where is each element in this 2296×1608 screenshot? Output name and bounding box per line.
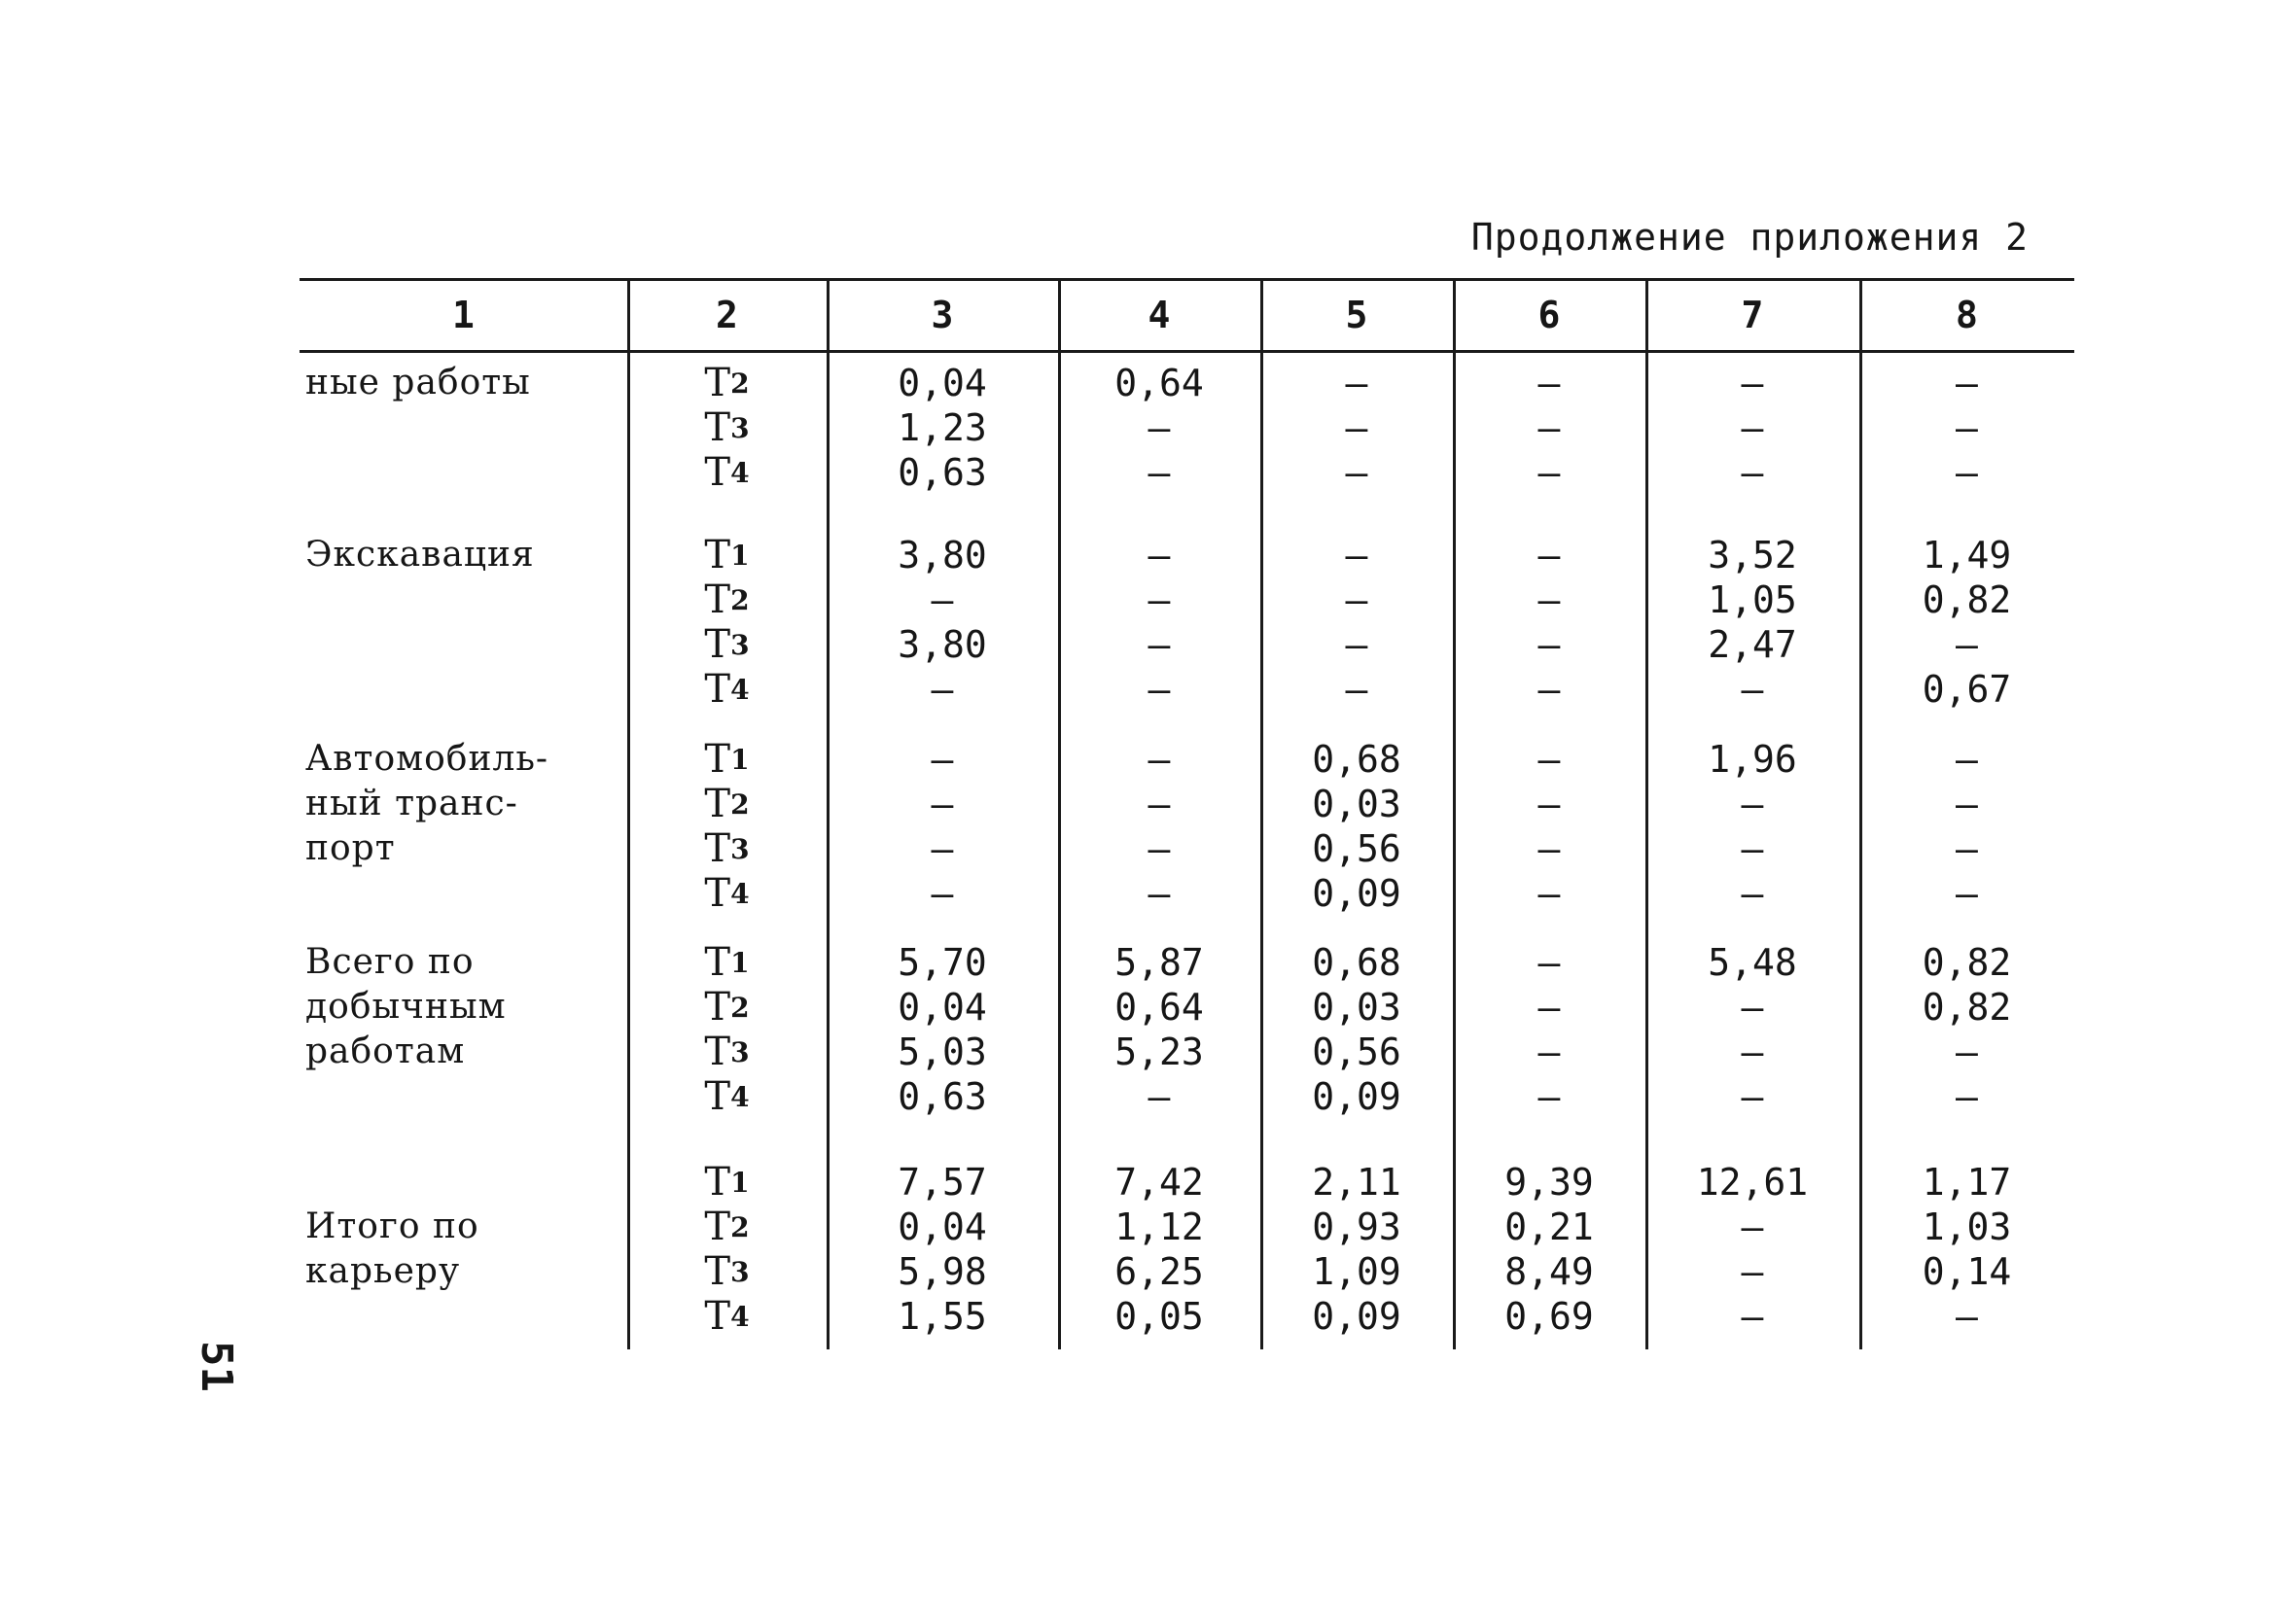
value-cell: 0,82 — [1922, 578, 2012, 621]
value-cell: 0,68 — [1312, 738, 1401, 781]
period-symbol — [627, 940, 827, 985]
value-cell: 2,47 — [1708, 623, 1797, 666]
value-cell: – — [1741, 451, 1764, 494]
column-header: 4 — [1148, 294, 1171, 336]
value-cell: – — [1148, 578, 1171, 621]
group-label: ные работы — [305, 363, 531, 402]
table-row — [0, 1160, 2296, 1205]
value-cell: – — [1537, 451, 1561, 494]
period-index: 1 — [730, 946, 750, 979]
period-index: 2 — [730, 787, 750, 821]
value-cell: – — [1537, 578, 1561, 621]
value-cell: 0,56 — [1312, 1031, 1401, 1073]
period-letter: T — [704, 533, 731, 577]
value-cell: – — [1537, 783, 1561, 825]
table-row — [0, 1074, 2296, 1119]
value-cell: 3,52 — [1708, 534, 1797, 577]
period-symbol — [627, 361, 827, 405]
value-cell: – — [1537, 827, 1561, 870]
period-symbol — [627, 826, 827, 871]
value-cell: 0,69 — [1504, 1295, 1594, 1338]
value-cell: 0,63 — [898, 451, 987, 494]
page-number: 51 — [191, 1341, 241, 1392]
value-cell: 5,48 — [1708, 941, 1797, 984]
value-cell: – — [1537, 872, 1561, 915]
value-cell: 12,61 — [1696, 1161, 1809, 1204]
value-cell: 0,03 — [1312, 986, 1401, 1029]
value-cell: – — [1741, 1250, 1764, 1293]
value-cell: – — [931, 738, 954, 781]
period-index: 1 — [730, 1166, 750, 1199]
table-row — [0, 577, 2296, 622]
period-symbol — [627, 1205, 827, 1249]
period-index: 3 — [730, 411, 750, 444]
value-cell: – — [1956, 827, 1978, 870]
value-cell: – — [1956, 872, 1978, 915]
table-row — [0, 1249, 2296, 1294]
column-header: 6 — [1537, 294, 1561, 336]
value-cell: – — [1741, 362, 1764, 404]
value-cell: 0,21 — [1504, 1206, 1594, 1248]
value-cell: – — [1741, 1031, 1764, 1073]
value-cell: – — [931, 827, 954, 870]
value-cell: – — [1345, 451, 1368, 494]
period-index: 4 — [730, 877, 750, 910]
period-index: 4 — [730, 1080, 750, 1113]
value-cell: – — [1537, 623, 1561, 666]
table-row — [0, 940, 2296, 985]
period-symbol — [627, 1030, 827, 1074]
period-letter: T — [704, 361, 731, 405]
value-cell: – — [1345, 623, 1368, 666]
period-symbol — [627, 450, 827, 495]
value-cell: – — [1148, 668, 1171, 711]
value-cell: – — [1148, 451, 1171, 494]
value-cell: – — [1345, 362, 1368, 404]
period-symbol — [627, 405, 827, 450]
period-index: 2 — [730, 1210, 750, 1243]
value-cell: 1,12 — [1114, 1206, 1204, 1248]
period-symbol — [627, 622, 827, 667]
value-cell: 5,23 — [1114, 1031, 1204, 1073]
group-label: Экскавация — [305, 535, 535, 575]
period-index: 3 — [730, 1255, 750, 1288]
value-cell: – — [1345, 578, 1368, 621]
table-header-rule — [300, 350, 2074, 353]
value-cell: – — [1956, 1295, 1978, 1338]
period-letter: T — [704, 622, 731, 667]
period-letter: T — [704, 450, 731, 495]
value-cell: – — [1741, 783, 1764, 825]
period-letter: T — [704, 940, 731, 985]
value-cell: – — [1345, 406, 1368, 449]
value-cell: – — [1956, 1031, 1978, 1073]
value-cell: – — [1148, 738, 1171, 781]
table-row — [0, 826, 2296, 871]
table-row — [0, 361, 2296, 405]
period-letter: T — [704, 1074, 731, 1119]
value-cell: 9,39 — [1504, 1161, 1594, 1204]
period-index: 4 — [730, 673, 750, 706]
period-letter: T — [704, 737, 731, 782]
value-cell: 0,14 — [1922, 1250, 2012, 1293]
value-cell: – — [931, 783, 954, 825]
period-letter: T — [704, 577, 731, 622]
value-cell: 5,70 — [898, 941, 987, 984]
table-row — [0, 450, 2296, 495]
table-top-rule — [300, 278, 2074, 281]
value-cell: 6,25 — [1114, 1250, 1204, 1293]
value-cell: – — [1148, 406, 1171, 449]
value-cell: 0,56 — [1312, 827, 1401, 870]
value-cell: 8,49 — [1504, 1250, 1594, 1293]
value-cell: 7,42 — [1114, 1161, 1204, 1204]
value-cell: 1,96 — [1708, 738, 1797, 781]
value-cell: 0,04 — [898, 362, 987, 404]
group-label: Всего по добычным работам — [305, 942, 507, 1071]
table-row — [0, 1030, 2296, 1074]
value-cell: 5,03 — [898, 1031, 987, 1073]
table-row — [0, 871, 2296, 916]
period-index: 4 — [730, 456, 750, 489]
period-letter: T — [704, 1030, 731, 1074]
value-cell: – — [1741, 872, 1764, 915]
period-symbol — [627, 1294, 827, 1339]
value-cell: 0,67 — [1922, 668, 2012, 711]
value-cell: – — [1956, 783, 1978, 825]
period-letter: T — [704, 667, 731, 712]
value-cell: 0,64 — [1114, 362, 1204, 404]
value-cell: 3,80 — [898, 534, 987, 577]
period-symbol — [627, 1160, 827, 1205]
value-cell: – — [1148, 623, 1171, 666]
value-cell: – — [1148, 872, 1171, 915]
value-cell: 0,82 — [1922, 941, 2012, 984]
period-letter: T — [704, 1205, 731, 1249]
value-cell: 0,09 — [1312, 1075, 1401, 1118]
column-header: 2 — [716, 294, 738, 336]
value-cell: 1,09 — [1312, 1250, 1401, 1293]
value-cell: 5,87 — [1114, 941, 1204, 984]
value-cell: – — [1537, 668, 1561, 711]
group-label: Итого по карьеру — [305, 1206, 479, 1291]
period-index: 2 — [730, 367, 750, 400]
column-header: 8 — [1956, 294, 1978, 336]
value-cell: 0,68 — [1312, 941, 1401, 984]
period-symbol — [627, 1249, 827, 1294]
value-cell: 0,05 — [1114, 1295, 1204, 1338]
value-cell: – — [1537, 362, 1561, 404]
value-cell: 0,04 — [898, 1206, 987, 1248]
value-cell: – — [1956, 406, 1978, 449]
value-cell: 1,17 — [1922, 1161, 2012, 1204]
period-symbol — [627, 985, 827, 1030]
value-cell: – — [1345, 534, 1368, 577]
value-cell: – — [1537, 986, 1561, 1029]
group-label: Автомобиль- ный транс- порт — [305, 739, 549, 868]
value-cell: 5,98 — [898, 1250, 987, 1293]
table-row — [0, 667, 2296, 712]
caption: Продолжение приложения 2 — [1470, 216, 2029, 259]
period-letter: T — [704, 1294, 731, 1339]
period-symbol — [627, 1074, 827, 1119]
value-cell: – — [1741, 986, 1764, 1029]
value-cell: 0,03 — [1312, 783, 1401, 825]
value-cell: 0,09 — [1312, 872, 1401, 915]
value-cell: 1,05 — [1708, 578, 1797, 621]
value-cell: – — [1741, 1075, 1764, 1118]
value-cell: 1,55 — [898, 1295, 987, 1338]
value-cell: – — [1148, 783, 1171, 825]
period-letter: T — [704, 871, 731, 916]
value-cell: 0,64 — [1114, 986, 1204, 1029]
period-symbol — [627, 533, 827, 577]
value-cell: 0,63 — [898, 1075, 987, 1118]
column-header: 7 — [1741, 294, 1764, 336]
column-header: 5 — [1345, 294, 1368, 336]
value-cell: 3,80 — [898, 623, 987, 666]
table-row — [0, 405, 2296, 450]
value-cell: – — [1148, 534, 1171, 577]
table-row — [0, 1205, 2296, 1249]
value-cell: – — [1537, 738, 1561, 781]
value-cell: – — [1956, 362, 1978, 404]
table-row — [0, 985, 2296, 1030]
value-cell: 1,49 — [1922, 534, 2012, 577]
table-row — [0, 622, 2296, 667]
table-row — [0, 1294, 2296, 1339]
period-symbol — [627, 782, 827, 826]
value-cell: – — [1741, 1295, 1764, 1338]
period-index: 3 — [730, 1035, 750, 1068]
period-index: 2 — [730, 583, 750, 616]
period-letter: T — [704, 405, 731, 450]
period-index: 3 — [730, 832, 750, 865]
period-letter: T — [704, 782, 731, 826]
value-cell: – — [1956, 623, 1978, 666]
column-header: 3 — [931, 294, 954, 336]
value-cell: – — [1956, 738, 1978, 781]
value-cell: – — [1956, 1075, 1978, 1118]
column-header: 1 — [452, 294, 475, 336]
value-cell: – — [1741, 1206, 1764, 1248]
value-cell: 1,03 — [1922, 1206, 2012, 1248]
value-cell: – — [1148, 1075, 1171, 1118]
value-cell: – — [1537, 1031, 1561, 1073]
period-index: 3 — [730, 628, 750, 661]
value-cell: – — [1741, 406, 1764, 449]
period-letter: T — [704, 1249, 731, 1294]
value-cell: – — [1537, 406, 1561, 449]
table-row — [0, 737, 2296, 782]
period-letter: T — [704, 985, 731, 1030]
value-cell: – — [1537, 1075, 1561, 1118]
value-cell: – — [1148, 827, 1171, 870]
table-row — [0, 533, 2296, 577]
value-cell: 0,82 — [1922, 986, 2012, 1029]
value-cell: – — [1956, 451, 1978, 494]
period-symbol — [627, 667, 827, 712]
period-symbol — [627, 737, 827, 782]
value-cell: 2,11 — [1312, 1161, 1401, 1204]
period-index: 1 — [730, 743, 750, 776]
value-cell: 0,09 — [1312, 1295, 1401, 1338]
table-row — [0, 782, 2296, 826]
value-cell: 7,57 — [898, 1161, 987, 1204]
value-cell: – — [1537, 941, 1561, 984]
value-cell: – — [1345, 668, 1368, 711]
period-index: 1 — [730, 539, 750, 572]
value-cell: – — [931, 578, 954, 621]
value-cell: 1,23 — [898, 406, 987, 449]
value-cell: – — [1741, 827, 1764, 870]
period-symbol — [627, 871, 827, 916]
period-letter: T — [704, 1160, 731, 1205]
value-cell: – — [931, 872, 954, 915]
period-letter: T — [704, 826, 731, 871]
period-index: 4 — [730, 1300, 750, 1333]
value-cell: – — [1537, 534, 1561, 577]
value-cell: 0,04 — [898, 986, 987, 1029]
value-cell: – — [931, 668, 954, 711]
value-cell: 0,93 — [1312, 1206, 1401, 1248]
period-index: 2 — [730, 991, 750, 1024]
period-symbol — [627, 577, 827, 622]
value-cell: – — [1741, 668, 1764, 711]
